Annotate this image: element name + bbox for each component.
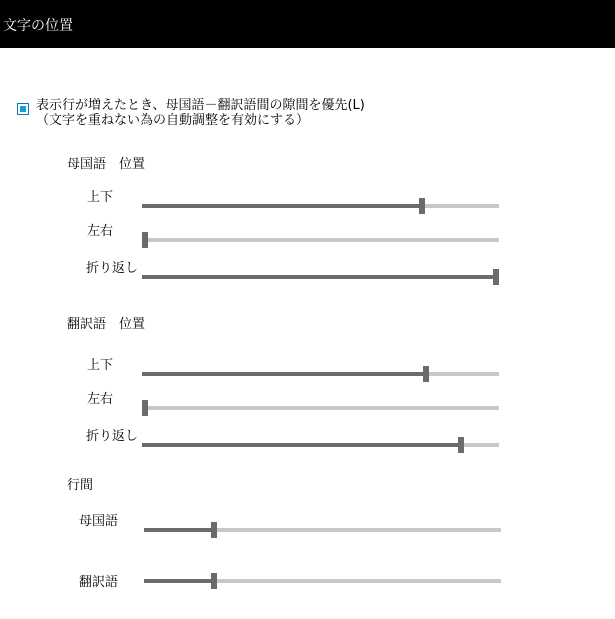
native-vertical-slider[interactable] [142, 200, 499, 212]
line-spacing-native-slider[interactable] [144, 524, 501, 536]
slider-thumb[interactable] [142, 400, 148, 416]
translation-horizontal-label: 左右 [87, 392, 114, 407]
avoid-overlap-sublabel: （文字を重ねない為の自動調整を有効にする） [36, 113, 310, 128]
slider-track-fill [142, 372, 426, 376]
native-horizontal-slider[interactable] [142, 234, 499, 246]
slider-track-fill [144, 528, 214, 532]
slider-track-fill [142, 443, 461, 447]
native-wrap-label: 折り返し [86, 261, 139, 276]
slider-track [142, 406, 499, 410]
line-spacing-translation-label: 翻訳語 [79, 575, 119, 590]
slider-thumb[interactable] [211, 522, 217, 538]
slider-track-fill [142, 275, 496, 279]
slider-thumb[interactable] [493, 269, 499, 285]
slider-track-fill [142, 204, 422, 208]
translation-position-heading: 翻訳語 位置 [67, 317, 146, 332]
native-position-heading: 母国語 位置 [67, 157, 146, 172]
avoid-overlap-checkbox[interactable] [17, 103, 29, 115]
translation-vertical-slider[interactable] [142, 368, 499, 380]
slider-thumb[interactable] [142, 232, 148, 248]
native-vertical-label: 上下 [87, 190, 114, 205]
slider-thumb[interactable] [458, 437, 464, 453]
window-title: 文字の位置 [3, 18, 73, 34]
slider-thumb[interactable] [423, 366, 429, 382]
native-horizontal-label: 左右 [87, 224, 114, 239]
avoid-overlap-label[interactable]: 表示行が増えたとき、母国語－翻訳語間の隙間を優先(L) [36, 98, 365, 113]
slider-track-fill [144, 579, 214, 583]
slider-track [142, 238, 499, 242]
slider-thumb[interactable] [211, 573, 217, 589]
line-spacing-heading: 行間 [67, 478, 94, 493]
line-spacing-native-label: 母国語 [79, 514, 119, 529]
checkbox-checked-indicator [20, 106, 26, 112]
translation-wrap-slider[interactable] [142, 439, 499, 451]
native-wrap-slider[interactable] [142, 271, 499, 283]
line-spacing-translation-slider[interactable] [144, 575, 501, 587]
translation-wrap-label: 折り返し [86, 429, 139, 444]
slider-thumb[interactable] [419, 198, 425, 214]
translation-vertical-label: 上下 [87, 358, 114, 373]
title-bar [0, 0, 615, 48]
translation-horizontal-slider[interactable] [142, 402, 499, 414]
